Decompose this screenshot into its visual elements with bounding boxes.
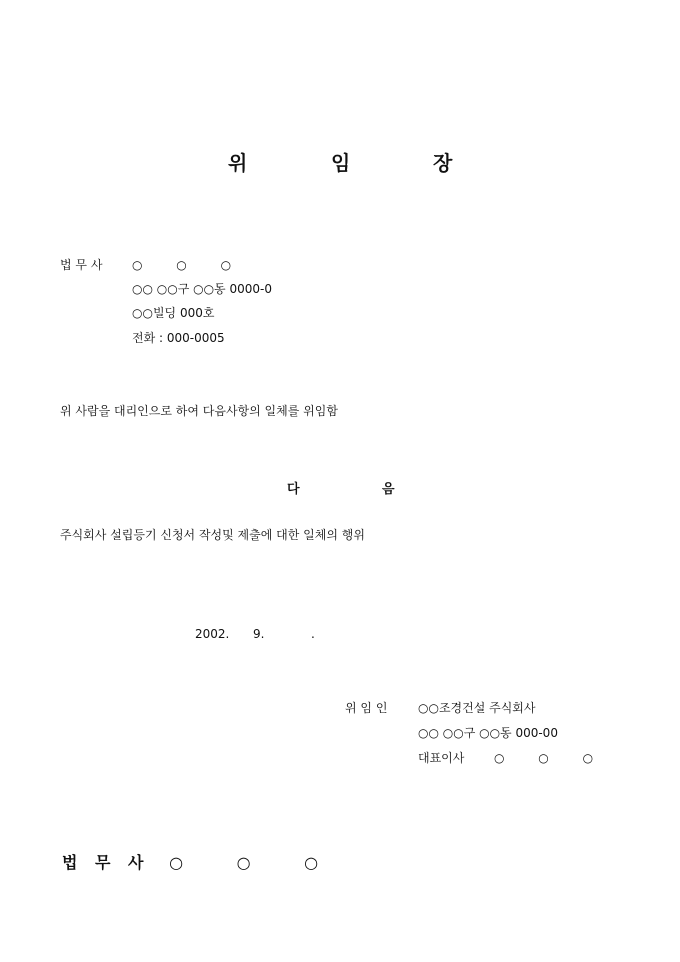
footer-name: ○ ○ ○ — [169, 853, 343, 872]
representative-name: ○ ○ ○ — [494, 751, 609, 765]
delegator-address: ○○ ○○구 ○○동 000-00 — [418, 726, 558, 740]
agent-label: 법 무 사 — [60, 258, 103, 272]
delegator-company: ○○조경건설 주식회사 — [418, 701, 536, 715]
agent-name: ○ ○ ○ — [132, 258, 247, 272]
delegated-matter: 주식회사 설립등기 신청서 작성및 제출에 대한 일체의 행위 — [60, 528, 365, 542]
delegator-label: 위 임 인 — [345, 701, 388, 715]
title-char-3: 장 — [433, 151, 453, 175]
footer-label: 법 무 사 — [62, 853, 150, 872]
delegation-statement: 위 사람을 대리인으로 하여 다음사항의 일체를 위임함 — [60, 404, 338, 418]
date-year: 2002. — [195, 627, 230, 641]
agent-phone: 전화 : 000-0005 — [132, 331, 225, 345]
section-heading-char-1: 다 — [287, 482, 300, 497]
title-char-2: 임 — [331, 151, 351, 175]
agent-address-line1: ○○ ○○구 ○○동 0000-0 — [132, 282, 272, 296]
agent-address-line2: ○○빌딩 000호 — [132, 306, 215, 320]
section-heading-char-2: 음 — [382, 482, 395, 497]
date-day: . — [311, 627, 315, 641]
representative-label: 대표이사 — [418, 751, 465, 765]
title-char-1: 위 — [228, 151, 248, 175]
date-month: 9. — [253, 627, 265, 641]
footer-recipient — [62, 850, 342, 873]
